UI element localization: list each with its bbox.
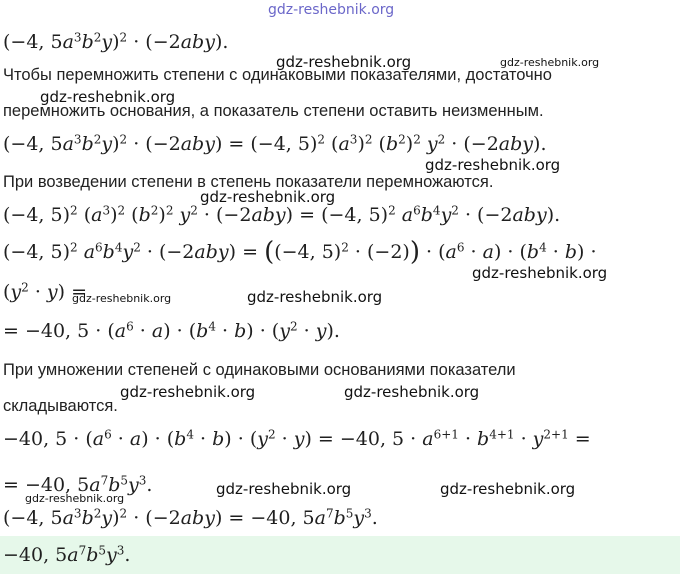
text-line-3: При возведении степени в степень показатели перемножаются. [3,173,494,191]
math-line-9: (−4, $5a^3b^2y)^2 \cdot (-2aby) = -40$, $5a^7b^5y^3$. [3,506,378,529]
watermark: gdz-reshebnik.org [72,292,172,305]
watermark: gdz-reshebnik.org [200,188,336,206]
math-line-2: (−4, $5a^3b^2y)^2 \cdot (-2aby) = (-4$, 5)$^2$ $(a^3)^2$ $(b^2)^2$ $y^2 \cdot (-2aby)$. [3,132,547,155]
watermark: gdz-reshebnik.org [25,492,125,505]
answer-text: −40, $5a^7b^5y^3$. [3,543,131,566]
watermark: gdz-reshebnik.org [276,53,412,71]
watermark: gdz-reshebnik.org [247,288,383,306]
math-line-5: $(y^2 \cdot y)$ = [3,280,88,303]
watermark: gdz-reshebnik.org [500,56,600,69]
math-line-8: = −40, $5a^7b^5y^3$. [3,473,153,496]
text-line-4: При умножении степеней с одинаковыми основаниями показатели [3,361,516,379]
watermark: gdz-reshebnik.org [440,480,576,498]
watermark: gdz-reshebnik.org [216,480,352,498]
watermark: gdz-reshebnik.org [40,88,176,106]
text-line-2: перемножить основания, а показатель степени оставить неизменным. [3,102,544,120]
watermark: gdz-reshebnik.org [120,383,256,401]
text-line-5: складываются. [3,397,118,415]
watermark: gdz-reshebnik.org [344,383,480,401]
math-line-3: (−4, 5)$^2$ $(a^3)^2$ $(b^2)^2$ $y^2 \cdot (-2aby) = (-4$, 5)$^2$ $a^6b^4y^2 \cdot (-2aby)$. [3,203,561,226]
math-line-7: −40, $5 \cdot (a^6 \cdot a) \cdot (b^4 \cdot b) \cdot (y^2 \cdot y) = -40$, $5 \cdot a^{6+1} \cdot b^{4+1} \cdot y^{2+1}$ = [3,427,591,450]
math-line-1: (−4, $5a^3b^2y)^2 \cdot (-2aby)$. [3,30,229,53]
math-line-4: (−4, 5)$^2$ $a^6b^4y^2 \cdot (-2aby) = ((-4$, $5)^2 \cdot (-2)) \cdot (a^6 \cdot a) \cdot (b^4 \cdot b)$ · [3,237,597,267]
watermark-top: gdz-reshebnik.org [268,2,395,18]
answer-box [0,536,680,574]
watermark: gdz-reshebnik.org [425,156,561,174]
math-line-6: = −40, $5 \cdot (a^6 \cdot a) \cdot (b^4 \cdot b) \cdot (y^2 \cdot y)$. [3,319,340,342]
watermark: gdz-reshebnik.org [472,264,608,282]
text-line-1: Чтобы перемножить степени с одинаковыми показателями, достаточно [3,66,552,84]
